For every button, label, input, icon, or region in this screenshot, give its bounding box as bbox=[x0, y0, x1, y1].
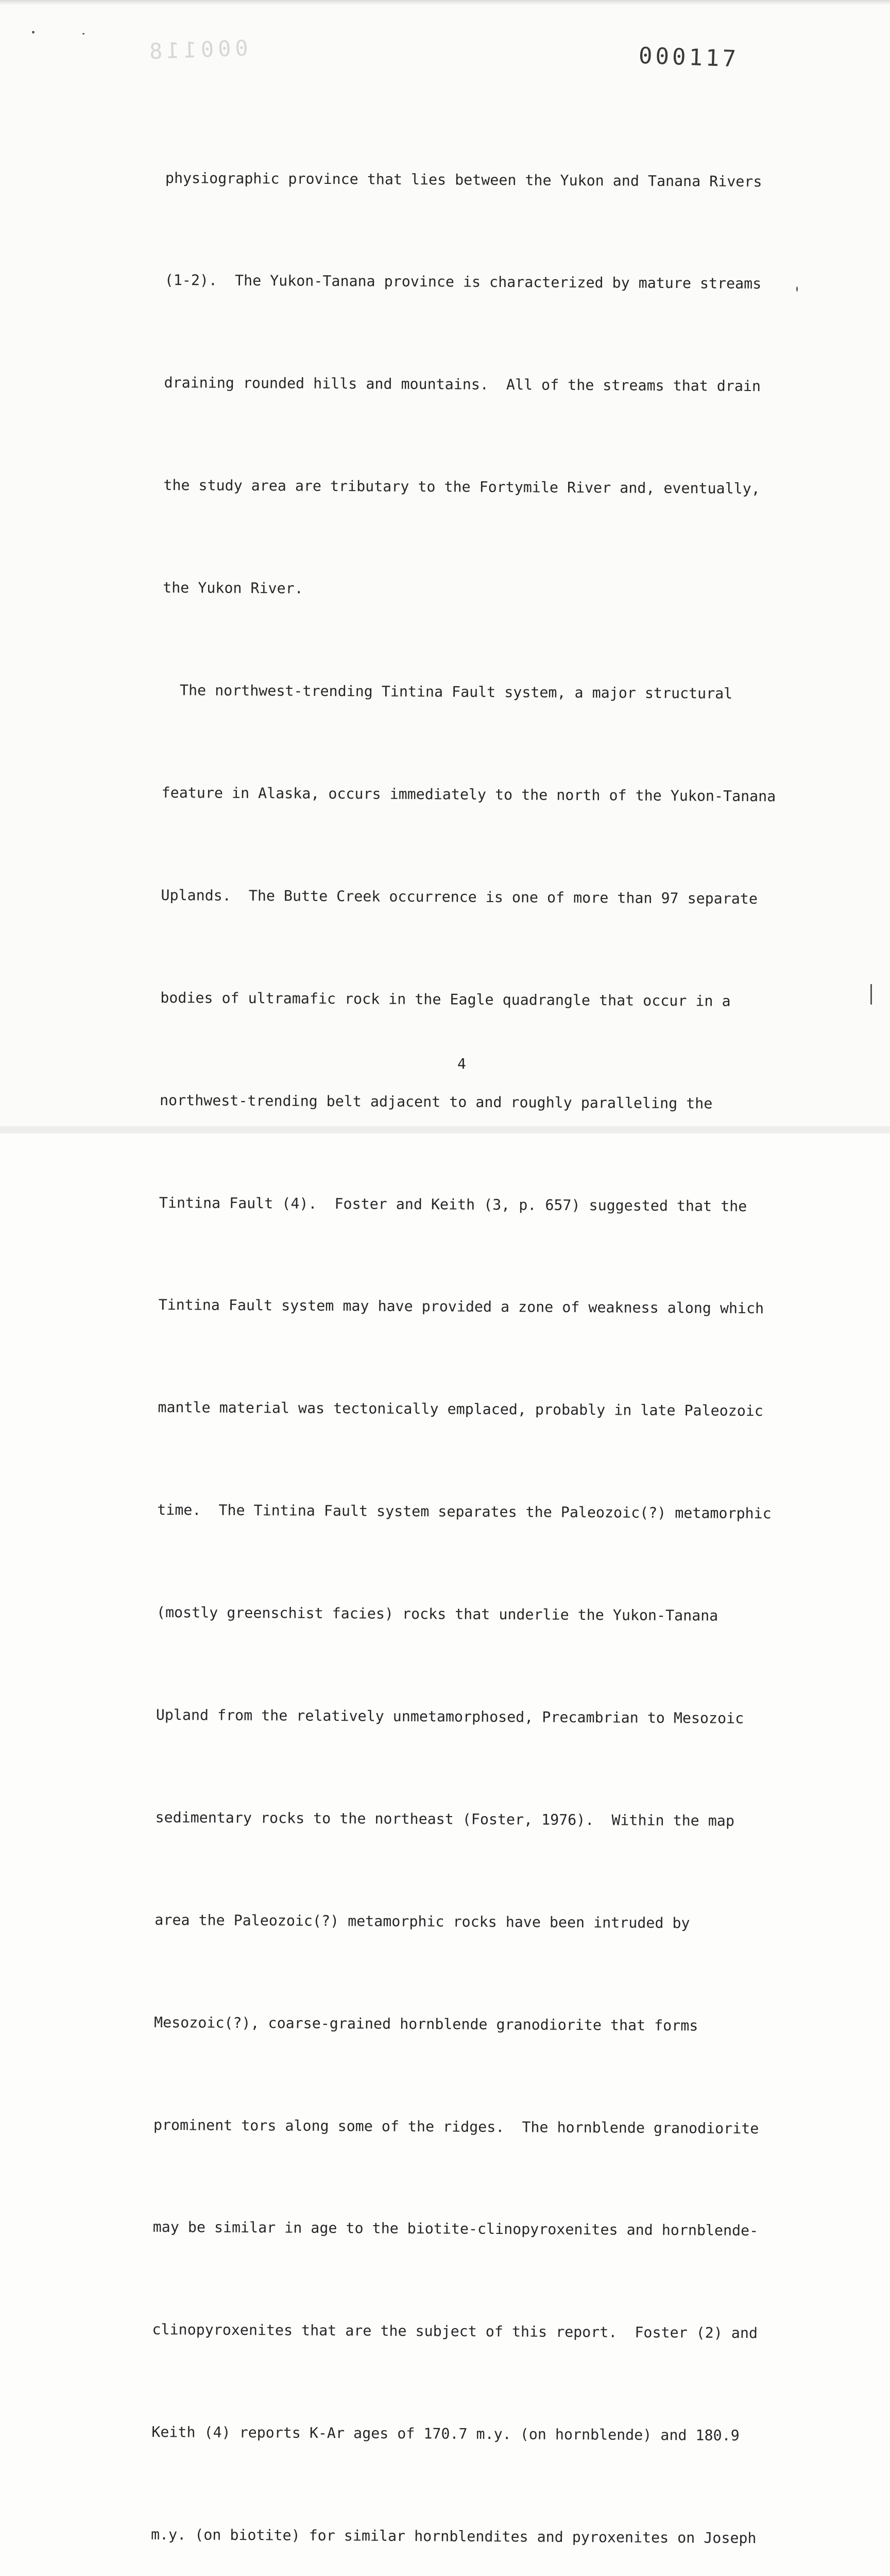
text-line: area the Paleozoic(?) metamorphic rocks have been intruded by bbox=[155, 1911, 690, 1932]
text-line: m.y. (on biotite) for similar hornblendites and pyroxenites on Joseph bbox=[150, 2526, 757, 2547]
scan-speck bbox=[82, 33, 84, 35]
text-line: bodies of ultramafic rock in the Eagle quadrangle that occur in a bbox=[160, 989, 731, 1010]
bleed-through-stamp: 000118 bbox=[145, 35, 249, 64]
text-line: Keith (4) reports K-Ar ages of 170.7 m.y. (on hornblende) and 180.9 bbox=[151, 2424, 740, 2445]
text-line: Mesozoic(?), coarse-grained hornblende granodiorite that forms bbox=[154, 2013, 698, 2035]
text-line: Tintina Fault system may have provided a zone of weakness along which bbox=[158, 1296, 764, 1317]
text-line: mantle material was tectonically emplaced, probably in late Paleozoic bbox=[158, 1399, 763, 1420]
scan-top-shadow bbox=[0, 0, 890, 5]
scan-speck bbox=[870, 984, 872, 1005]
text-line: the study area are tributary to the Fortymile River and, eventually, bbox=[163, 477, 760, 498]
text-line: the Yukon River. bbox=[163, 579, 303, 597]
scan-speck bbox=[32, 31, 35, 33]
text-line: may be similar in age to the biotite-clinopyroxenites and hornblende- bbox=[152, 2218, 759, 2240]
text-line: (1-2). The Yukon-Tanana province is characterized by mature streams bbox=[164, 272, 762, 293]
scan-speck bbox=[796, 286, 798, 292]
scan-bottom-edge bbox=[0, 1126, 890, 1133]
text-line: prominent tors along some of the ridges. The hornblende granodiorite bbox=[153, 2116, 759, 2137]
document-id-stamp: 000117 bbox=[638, 42, 740, 73]
page-number: 4 bbox=[457, 1055, 466, 1072]
text-line: Uplands. The Butte Creek occurrence is one of more than 97 separate bbox=[161, 886, 758, 907]
text-line: feature in Alaska, occurs immediately to the north of the Yukon-Tanana bbox=[161, 784, 776, 805]
text-line: sedimentary rocks to the northeast (Foster, 1976). Within the map bbox=[155, 1808, 735, 1829]
text-line: northwest-trending belt adjacent to and roughly paralleling the bbox=[159, 1091, 713, 1112]
text-line: Tintina Fault (4). Foster and Keith (3, p. 657) suggested that the bbox=[159, 1194, 747, 1215]
text-line: draining rounded hills and mountains. All of the streams that drain bbox=[164, 374, 761, 395]
text-line: Upland from the relatively unmetamorphosed, Precambrian to Mesozoic bbox=[156, 1706, 744, 1727]
body-text bbox=[149, 93, 774, 2576]
text-line: (mostly greenschist facies) rocks that underlie the Yukon-Tanana bbox=[156, 1604, 718, 1624]
text-line: time. The Tintina Fault system separates the Paleozoic(?) metamorphic bbox=[157, 1501, 772, 1522]
text-line: physiographic province that lies between the Yukon and Tanana Rivers bbox=[165, 169, 762, 190]
text-line: The northwest-trending Tintina Fault system, a major structural bbox=[162, 682, 733, 702]
text-line: clinopyroxenites that are the subject of this report. Foster (2) and bbox=[152, 2321, 758, 2342]
